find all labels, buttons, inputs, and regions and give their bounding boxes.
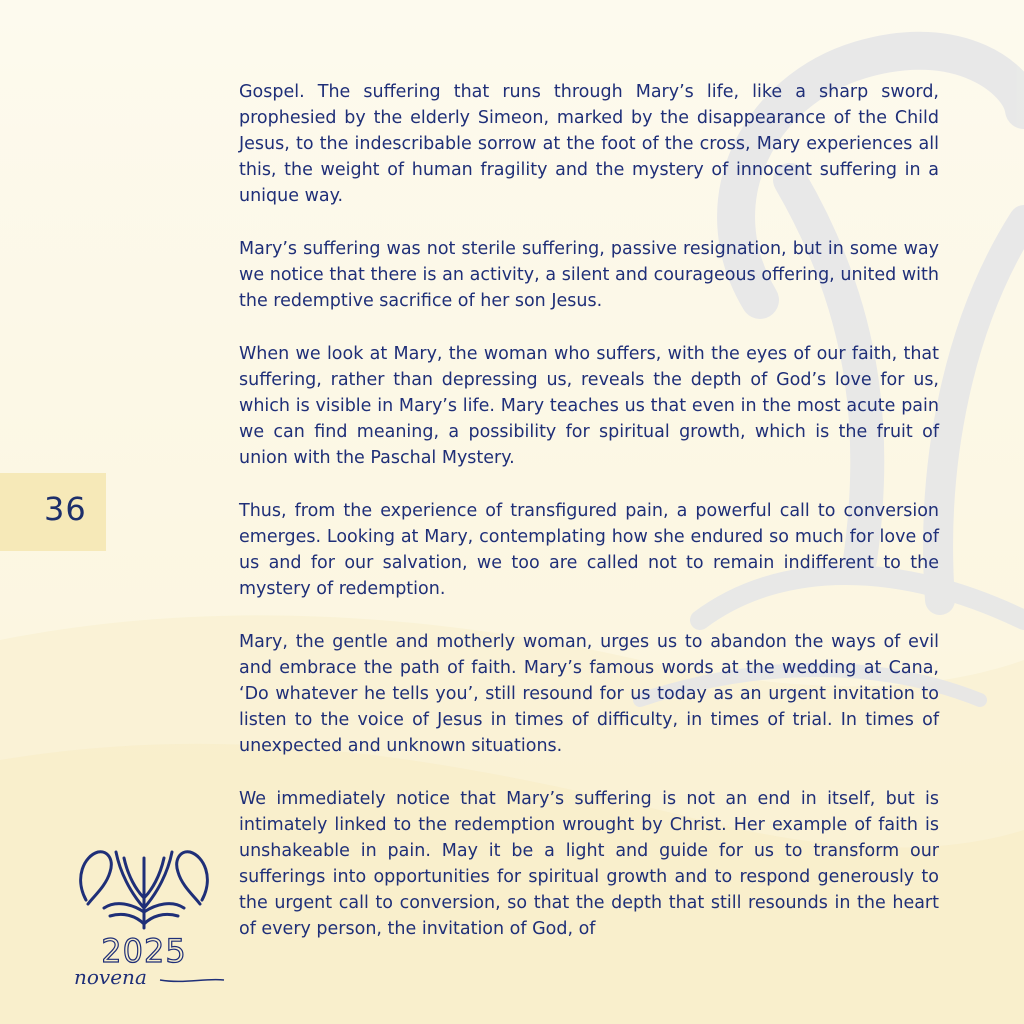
novena-logo: [64, 838, 228, 988]
paragraph: Thus, from the experience of transfigured pain, a powerful call to conversion emerges. Looking at Mary, contemplating how she endured so much for love of us and for our salvation, we too are called not to remain indifferent to the mystery of redemption.: [239, 501, 939, 599]
page-number: 36: [44, 490, 87, 528]
logo-word: novena: [74, 965, 147, 988]
paragraph: Mary’s suffering was not sterile suffering, passive resignation, but in some way we notice that there is an activity, a silent and courageous offering, united with the redemptive sacrifice of her son Jesus.: [239, 239, 939, 311]
logo-year: 2025: [101, 932, 187, 970]
marian-monogram-icon: [81, 852, 208, 928]
paragraph: When we look at Mary, the woman who suffers, with the eyes of our faith, that suffering, rather than depressing us, reveals the depth of God’s love for us, which is visible in Mary’s life. Mary teaches us that even in the most acute pain we can find meaning, a possibility for spiritual growth, which is the fruit of union with the Paschal Mystery.: [239, 344, 939, 468]
body-text: [239, 79, 939, 969]
paragraph: Gospel. The suffering that runs through Mary’s life, like a sharp sword, prophesied by the elderly Simeon, marked by the disappearance of the Child Jesus, to the indescribable sorrow at the foot of the cross, Mary experiences all this, the weight of human fragility and the mystery of innocent suffering in a unique way.: [239, 82, 939, 206]
paragraph: We immediately notice that Mary’s suffering is not an end in itself, but is intimately linked to the redemption wrought by Christ. Her example of faith is unshakeable in pain. May it be a light and guide for us to transform our sufferings into opportunities for spiritual growth and to respond generously to the urgent call to conversion, so that the depth that still resounds in the heart of every person, the invitation of God, of: [239, 789, 939, 939]
paragraph: Mary, the gentle and motherly woman, urges us to abandon the ways of evil and embrace the path of faith. Mary’s famous words at the wedding at Cana, ‘Do whatever he tells you’, still resound for us today as an urgent invitation to listen to the voice of Jesus in times of difficulty, in times of trial. In times of unexpected and unknown situations.: [239, 632, 939, 756]
